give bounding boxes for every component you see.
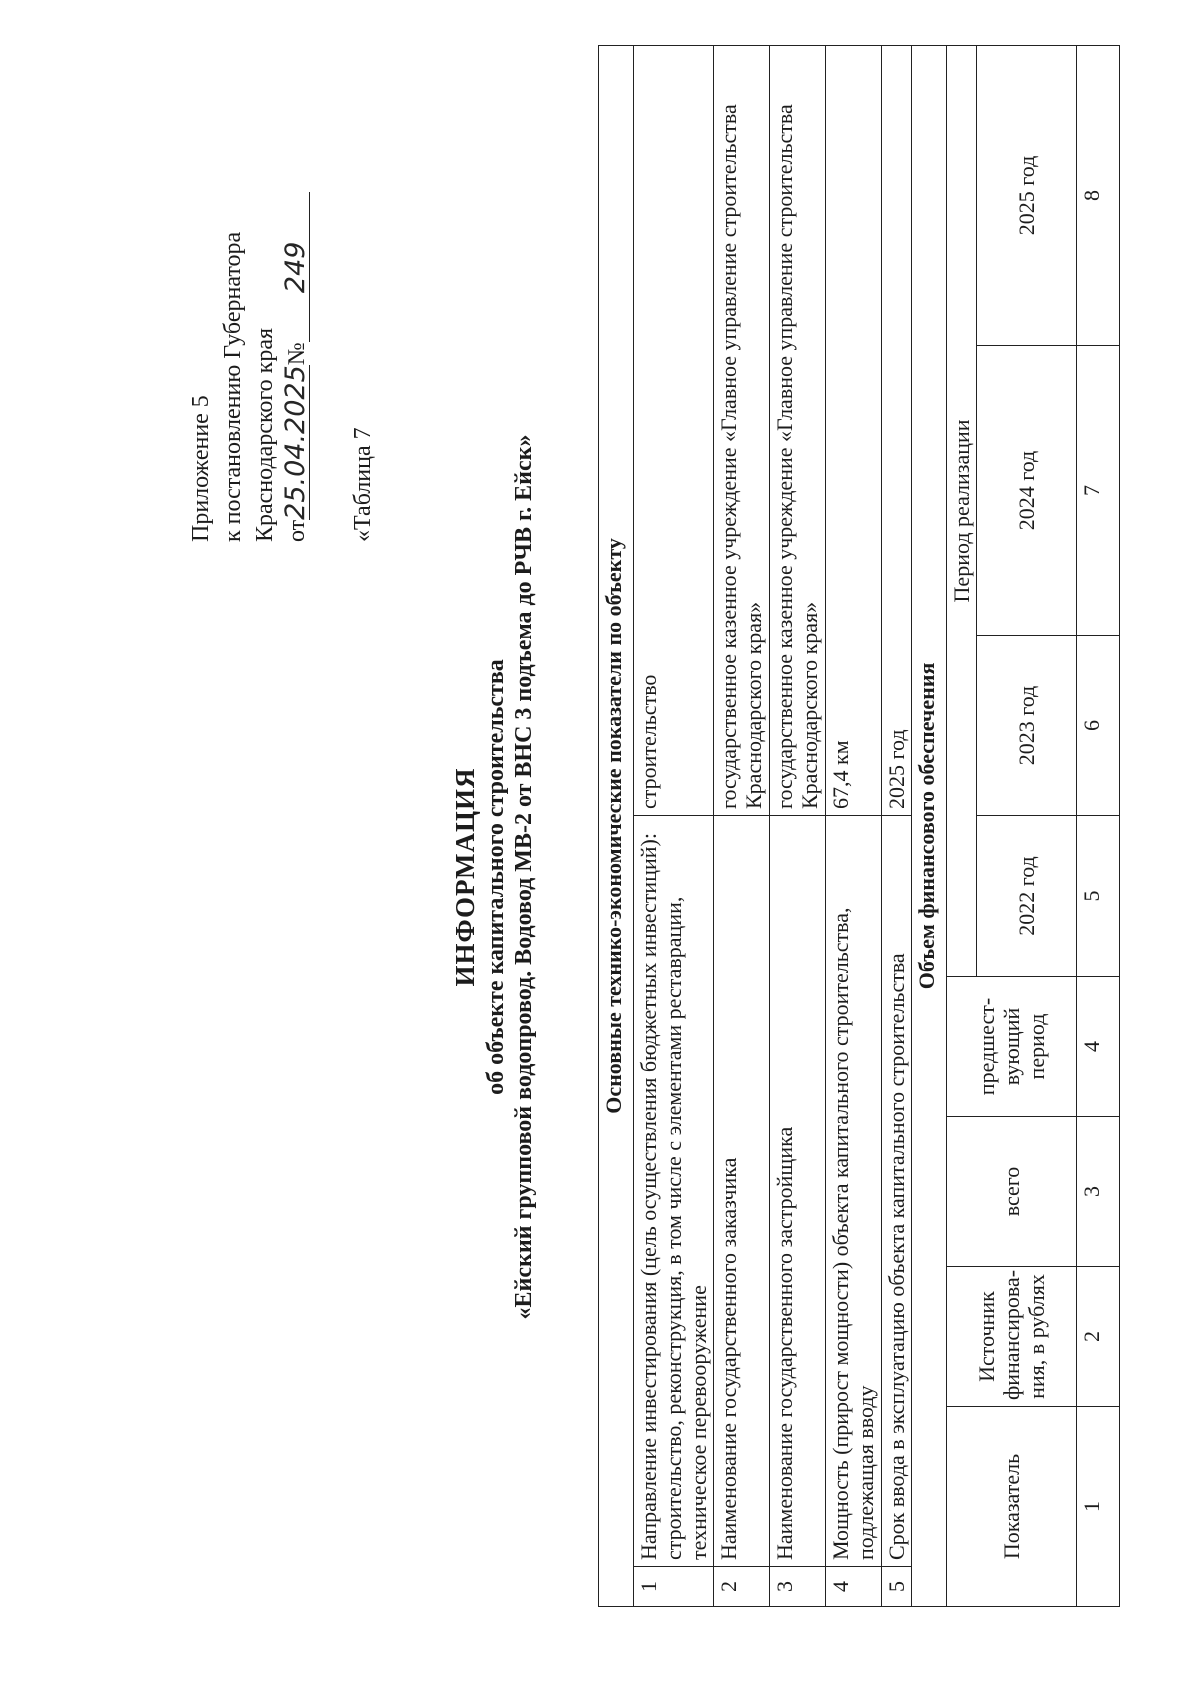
- row-value: 67,4 км: [826, 45, 882, 815]
- date-number-line: [281, 82, 313, 542]
- column-number: 3: [1077, 1117, 1120, 1267]
- row-label: Направление инвестирования (цель осуществления бюджетных инвестиций): строительство, реконструкция, в том числе с элементами реставрации, техническое перевооружение: [634, 816, 714, 1567]
- resolution-reference: к постановлению Губернатора: [220, 231, 246, 542]
- indicators-table: [598, 45, 1120, 1607]
- row-number: 2: [714, 1567, 770, 1607]
- row-number: 3: [770, 1567, 826, 1607]
- row-number: 4: [826, 1567, 882, 1607]
- section-header-row: [599, 45, 634, 1606]
- header-year-2023: 2023 год: [977, 636, 1077, 816]
- row-label: Наименование государственного заказчика: [714, 816, 770, 1567]
- financing-header-row: [947, 45, 977, 1606]
- header-implementation-period: Период реализации: [947, 45, 977, 976]
- number-prefix: №: [284, 342, 310, 366]
- row-value: строительство: [634, 45, 714, 815]
- object-name: «Ейский групповой водопровод. Водовод МВ-2 от ВНС 3 подъема до РЧВ г. Ейск»: [511, 434, 537, 1320]
- header-year-2022: 2022 год: [977, 816, 1077, 977]
- handwritten-date: 25.04.2025: [280, 365, 311, 520]
- row-value: 2025 год: [882, 45, 912, 815]
- row-label: Наименование государственного застройщика: [770, 816, 826, 1567]
- header-total: всего: [947, 1117, 1077, 1267]
- column-number: 2: [1077, 1267, 1120, 1407]
- date-prefix: от: [284, 519, 310, 542]
- row-number: 1: [634, 1567, 714, 1607]
- header-indicator: Показатель: [947, 1407, 1077, 1607]
- header-year-2025: 2025 год: [977, 45, 1077, 345]
- row-label: Срок ввода в эксплуатацию объекта капитального строительства: [882, 816, 912, 1567]
- table-row: [714, 45, 770, 1606]
- table-row: [882, 45, 912, 1606]
- column-number: 7: [1077, 346, 1120, 636]
- table-row: [634, 45, 714, 1606]
- column-number: 4: [1077, 977, 1120, 1117]
- handwritten-number: 249: [283, 192, 310, 342]
- header-previous-period: предшест-вующий период: [947, 977, 1077, 1117]
- section-title-indicators: Основные технико-экономические показатели по объекту: [599, 45, 634, 1606]
- row-value: государственное казенное учреждение «Главное управление строительства Краснодарского края»: [714, 45, 770, 815]
- column-numbers-row: [1077, 45, 1120, 1606]
- document-title: ИНФОРМАЦИЯ: [450, 767, 480, 987]
- section-header-row: [912, 45, 947, 1606]
- column-number: 8: [1077, 45, 1120, 345]
- column-number: 1: [1077, 1407, 1120, 1607]
- table-row: [826, 45, 882, 1606]
- row-value: государственное казенное учреждение «Главное управление строительства Краснодарского края»: [770, 45, 826, 815]
- section-title-financing: Объем финансового обеспечения: [912, 45, 947, 1606]
- column-number: 6: [1077, 636, 1120, 816]
- row-label: Мощность (прирост мощности) объекта капитального строительства, подлежащая вводу: [826, 816, 882, 1567]
- document-subtitle: об объекте капитального строительства: [483, 659, 509, 1095]
- region-name: Краснодарского края: [252, 327, 278, 542]
- header-source: Источник финансирова-ния, в рублях: [947, 1267, 1077, 1407]
- row-number: 5: [882, 1567, 912, 1607]
- table-row: [770, 45, 826, 1606]
- table-reference: «Таблица 7: [350, 427, 376, 542]
- approval-block: [185, 82, 379, 542]
- header-year-2024: 2024 год: [977, 346, 1077, 636]
- document-heading: [448, 357, 538, 1397]
- appendix-number: Приложение 5: [188, 395, 214, 542]
- column-number: 5: [1077, 816, 1120, 977]
